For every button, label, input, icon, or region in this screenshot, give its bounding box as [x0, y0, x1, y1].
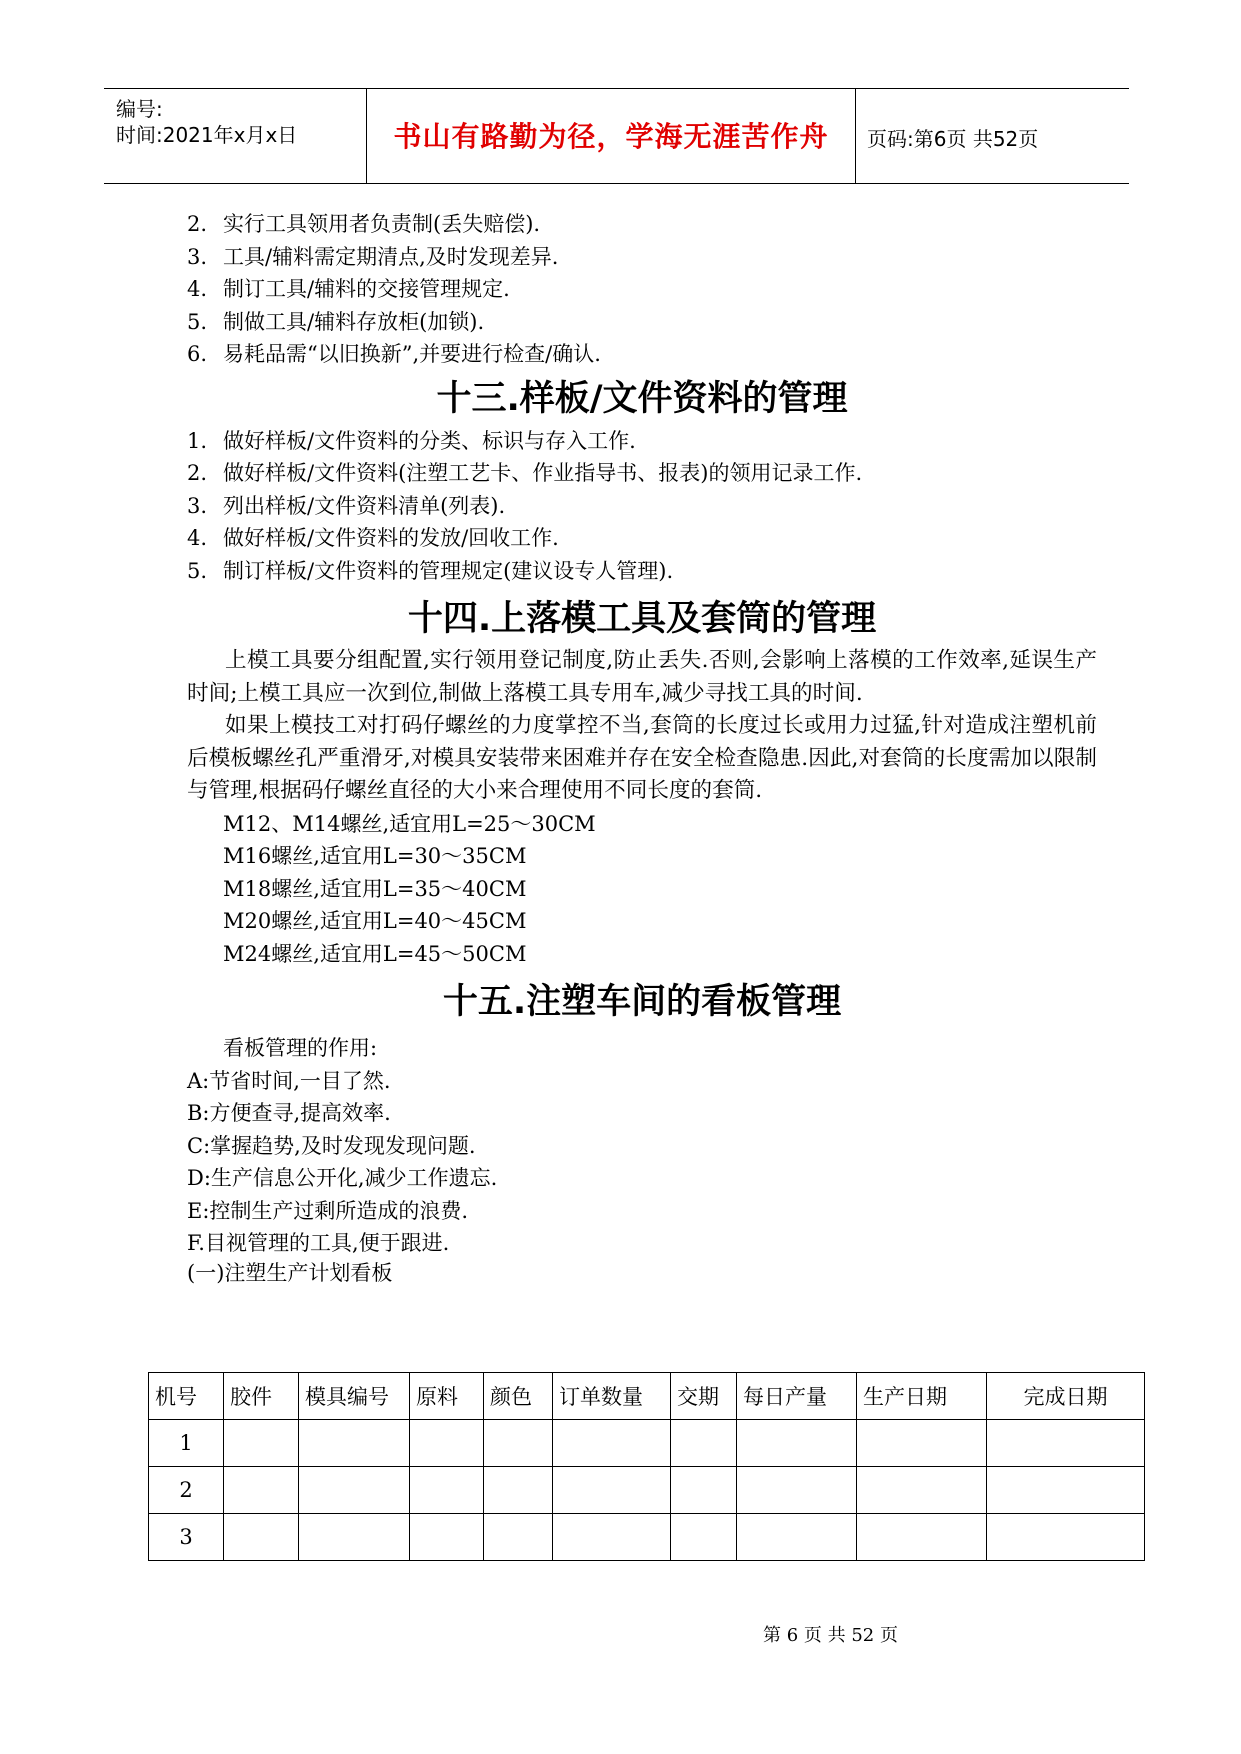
empty-cell: [987, 1420, 1145, 1467]
empty-cell: [737, 1420, 857, 1467]
empty-cell: [410, 1420, 484, 1467]
list-item: [187, 555, 1097, 588]
page-code: 页码:第6页 共52页: [867, 127, 1039, 151]
header-cell: 颜色: [484, 1373, 553, 1420]
empty-cell: [410, 1467, 484, 1514]
table-title: (一)注塑生产计划看板: [187, 1260, 393, 1285]
header-cell: 模具编号: [299, 1373, 410, 1420]
kanban-intro: 看板管理的作用:: [223, 1036, 378, 1060]
table-row: [149, 1420, 1145, 1467]
empty-cell: [857, 1514, 987, 1561]
list-item-text: 列出样板/文件资料清单(列表).: [223, 493, 506, 518]
list-item-text: 做好样板/文件资料的分类、标识与存入工作.: [223, 428, 636, 453]
list-item-text: 制订样板/文件资料的管理规定(建议设专人管理).: [223, 558, 674, 583]
empty-cell: [299, 1467, 410, 1514]
section-15-heading: 十五.注塑车间的看板管理: [442, 982, 842, 1022]
list-item-text: 制做工具/辅料存放柜(加锁).: [223, 309, 485, 334]
list-item-number: 2.: [187, 461, 208, 485]
list-item-number: 5.: [187, 558, 208, 583]
empty-cell: [484, 1514, 553, 1561]
empty-cell: [857, 1467, 987, 1514]
kanban-point: B:方便查寻,提高效率.: [187, 1101, 391, 1125]
header-motto: 书山有路勤为径，学海无涯苦作舟: [393, 120, 829, 153]
table-header-row: [149, 1373, 1145, 1420]
table-row: [149, 1467, 1145, 1514]
spec-item: M16螺丝,适宜用L=30～35CM: [223, 844, 527, 868]
spec-item: M12、M14螺丝,适宜用L=25～30CM: [223, 811, 596, 836]
empty-cell: [299, 1420, 410, 1467]
spec-item: M24螺丝,适宜用L=45～50CM: [223, 941, 527, 966]
kanban-point: C:掌握趋势,及时发现发现问题.: [187, 1133, 476, 1158]
machine-number-cell: 3: [149, 1514, 224, 1561]
list-item: [187, 490, 1097, 523]
machine-number-cell: 2: [149, 1467, 224, 1514]
list-item-text: 实行工具领用者负责制(丢失赔偿).: [223, 212, 541, 236]
machine-number-cell: 1: [149, 1420, 224, 1467]
list-item: [187, 457, 1097, 490]
empty-cell: [737, 1514, 857, 1561]
empty-cell: [987, 1514, 1145, 1561]
header-cell: 生产日期: [857, 1373, 987, 1420]
kanban-point: F.目视管理的工具,便于跟进.: [187, 1231, 450, 1255]
empty-cell: [410, 1514, 484, 1561]
list-item-text: 制订工具/辅料的交接管理规定.: [223, 277, 510, 301]
table-row: [149, 1514, 1145, 1561]
list-item-number: 5.: [187, 309, 208, 334]
list-item-number: 6.: [187, 342, 208, 366]
header-cell: 胶件: [224, 1373, 299, 1420]
empty-cell: [857, 1420, 987, 1467]
header-cell: 订单数量: [553, 1373, 671, 1420]
kanban-point: A:节省时间,一目了然.: [187, 1068, 391, 1093]
empty-cell: [224, 1514, 299, 1561]
kanban-points: [187, 1065, 1097, 1260]
list-item-number: 4.: [187, 526, 208, 550]
header-cell: 每日产量: [737, 1373, 857, 1420]
empty-cell: [553, 1514, 671, 1561]
section-14-paragraph-2: 如果上模技工对打码仔螺丝的力度掌控不当,套筒的长度过长或用力过猛,针对造成注塑机前后模板螺丝孔严重滑牙,对模具安装带来困难并存在安全检查隐患.因此,对套筒的长度需加以限制与管理,根据码仔螺丝直径的大小来合理使用不同长度的套筒.: [187, 713, 1097, 803]
section-14-heading: 十四.上落模工具及套筒的管理: [407, 599, 877, 639]
kanban-point: E:控制生产过剩所造成的浪费.: [187, 1198, 469, 1223]
serial-label: 编号:: [116, 97, 163, 121]
empty-cell: [737, 1467, 857, 1514]
list-item-number: 4.: [187, 277, 208, 301]
section-13-list: [187, 425, 1097, 588]
empty-cell: [671, 1467, 737, 1514]
time-label: 时间:2021年x月x日: [116, 123, 298, 147]
list-item-text: 做好样板/文件资料(注塑工艺卡、作业指导书、报表)的领用记录工作.: [223, 461, 863, 485]
list-item: [187, 208, 1097, 241]
production-plan-table: [148, 1372, 1145, 1561]
section-13-heading: 十三.样板/文件资料的管理: [436, 378, 848, 419]
list-item: [187, 425, 1097, 458]
page-footer: 第 6 页 共 52 页: [763, 1625, 898, 1646]
empty-cell: [484, 1467, 553, 1514]
empty-cell: [553, 1467, 671, 1514]
header-cell: 交期: [671, 1373, 737, 1420]
header-cell: 原料: [410, 1373, 484, 1420]
empty-cell: [299, 1514, 410, 1561]
spec-item: M18螺丝,适宜用L=35～40CM: [223, 876, 527, 901]
empty-cell: [224, 1420, 299, 1467]
empty-cell: [987, 1467, 1145, 1514]
list-item: [187, 338, 1097, 371]
header-cell: 机号: [149, 1373, 224, 1420]
list-item-text: 工具/辅料需定期清点,及时发现差异.: [223, 244, 559, 269]
list-item: [187, 522, 1097, 555]
socket-spec-list: [187, 808, 1097, 971]
header-left-cell: [104, 89, 366, 183]
header-right-cell: [855, 89, 1129, 183]
empty-cell: [553, 1420, 671, 1467]
spec-item: M20螺丝,适宜用L=40～45CM: [223, 909, 527, 933]
list-item-text: 易耗品需“以旧换新”,并要进行检查/确认.: [223, 342, 601, 366]
list-item: [187, 306, 1097, 339]
page-header: [104, 88, 1129, 184]
list-item: [187, 273, 1097, 306]
document-body: [187, 208, 1097, 1286]
list-item-number: 1.: [187, 428, 208, 453]
empty-cell: [484, 1420, 553, 1467]
list-item-number: 2.: [187, 212, 208, 236]
header-center-cell: [366, 89, 856, 183]
list-item-number: 3.: [187, 493, 208, 518]
list-item-text: 做好样板/文件资料的发放/回收工作.: [223, 526, 559, 550]
empty-cell: [671, 1420, 737, 1467]
empty-cell: [671, 1514, 737, 1561]
section-14-paragraph-1: 上模工具要分组配置,实行领用登记制度,防止丢失.否则,会影响上落模的工作效率,延误生产时间;上模工具应一次到位,制做上落模工具专用车,减少寻找工具的时间.: [187, 648, 1097, 706]
empty-cell: [224, 1467, 299, 1514]
header-cell: 完成日期: [987, 1373, 1145, 1420]
list-item: [187, 241, 1097, 274]
tool-management-list: [187, 208, 1097, 371]
list-item-number: 3.: [187, 244, 208, 269]
kanban-point: D:生产信息公开化,减少工作遗忘.: [187, 1166, 498, 1190]
